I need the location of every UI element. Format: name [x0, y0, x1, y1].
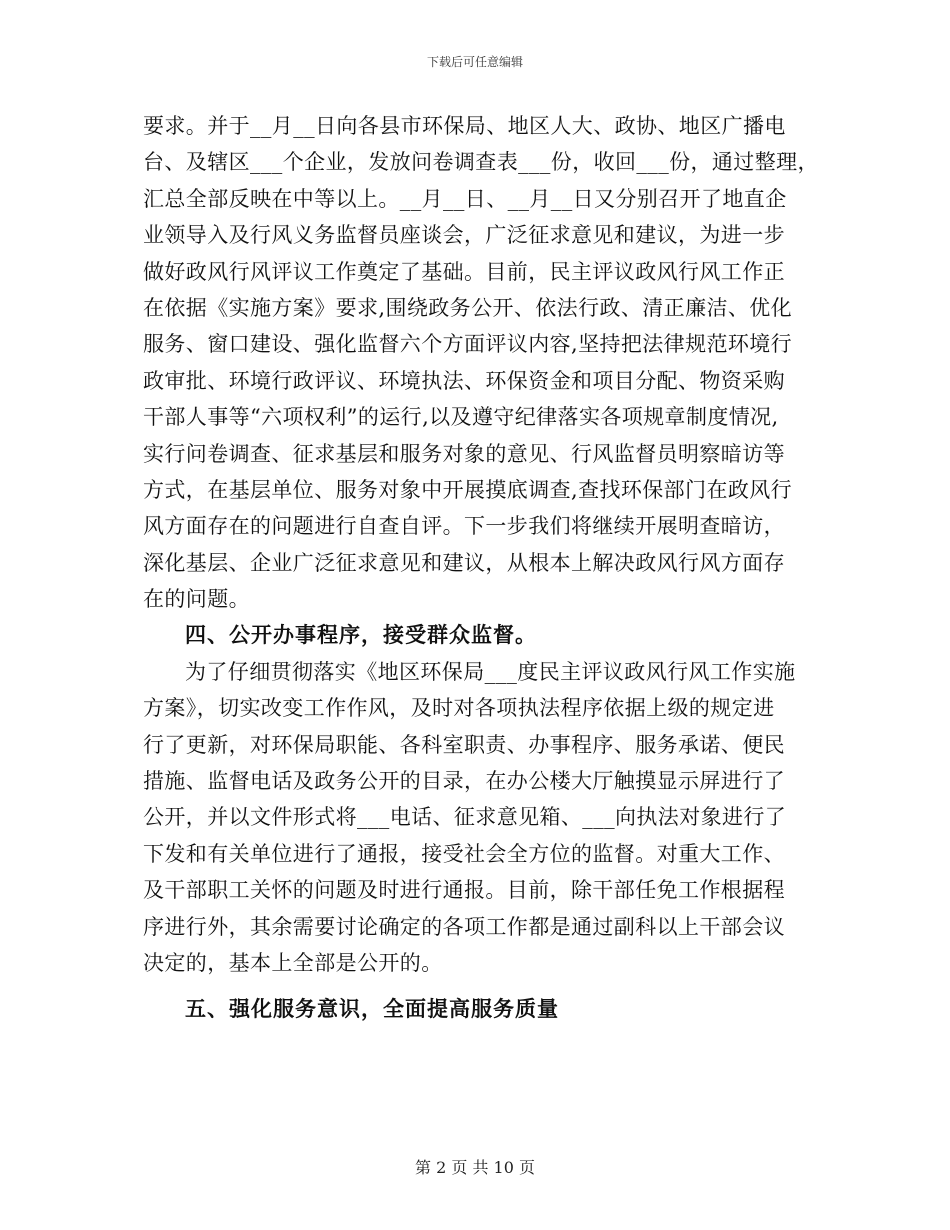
body-line: 行了更新，对环保局职能、各科室职责、办事程序、服务承诺、便民: [143, 732, 785, 757]
body-line: 公开，并以文件形式将___电话、征求意见箱、___向执法对象进行了: [143, 805, 787, 830]
page-number: 第 2 页 共 10 页: [415, 1158, 535, 1177]
body-line: 服务、窗口建设、强化监督六个方面评议内容,坚持把法律规范环境行: [143, 332, 793, 357]
body-line: 方案》，切实改变工作作风，及时对各项执法程序依据上级的规定进: [143, 696, 775, 721]
body-line: 在的问题。: [143, 587, 250, 612]
body-line: 在依据《实施方案》要求,围绕政务公开、依法行政、清正廉洁、优化: [143, 295, 793, 320]
section-heading-5: 五、强化服务意识，全面提高服务质量: [185, 997, 559, 1022]
body-line: 深化基层、企业广泛征求意见和建议，从根本上解决政风行风方面存: [143, 550, 785, 575]
page-header-note: 下载后可任意编辑: [426, 55, 523, 69]
body-line: 要求。并于__月__日向各县市环保局、地区人大、政协、地区广播电: [143, 114, 786, 138]
section-heading-4: 四、公开办事程序，接受群众监督。: [185, 623, 537, 648]
body-line: 政审批、环境行政评议、环境执法、环保资金和项目分配、物资采购: [143, 368, 785, 393]
body-line: 方式，在基层单位、服务对象中开展摸底调查,查找环保部门在政风行: [143, 477, 793, 502]
body-line: 实行问卷调查、征求基层和服务对象的意见、行风监督员明察暗访等: [143, 441, 785, 466]
body-line: 汇总全部反映在中等以上。__月__日、__月__日又分别召开了地直企: [143, 186, 787, 211]
body-line: 业领导入及行风义务监督员座谈会，广泛征求意见和建议，为进一步: [143, 223, 785, 248]
document-body: [143, 108, 823, 1028]
paragraph-first-line: 为了仔细贯彻落实《地区环保局___度民主评议政风行风工作实施: [185, 659, 796, 684]
body-line: 台、及辖区___个企业，发放问卷调查表___份，收回___份，通过整理，: [143, 150, 819, 175]
body-line: 做好政风行风评议工作奠定了基础。目前，民主评议政风行风工作正: [143, 259, 785, 284]
body-line: 措施、监督电话及政务公开的目录，在办公楼大厅触摸显示屏进行了: [143, 769, 785, 794]
body-line: 下发和有关单位进行了通报，接受社会全方位的监督。对重大工作、: [143, 841, 785, 866]
body-line: 决定的，基本上全部是公开的。: [143, 950, 443, 975]
body-line: 风方面存在的问题进行自查自评。下一步我们将继续开展明查暗访，: [143, 514, 785, 539]
body-line: 序进行外，其余需要讨论确定的各项工作都是通过副科以上干部会议: [143, 914, 785, 939]
body-line: 干部人事等“六项权利”的运行,以及遵守纪律落实各项规章制度情况,: [143, 405, 779, 430]
body-line: 及干部职工关怀的问题及时进行通报。目前，除干部任免工作根据程: [143, 878, 785, 903]
